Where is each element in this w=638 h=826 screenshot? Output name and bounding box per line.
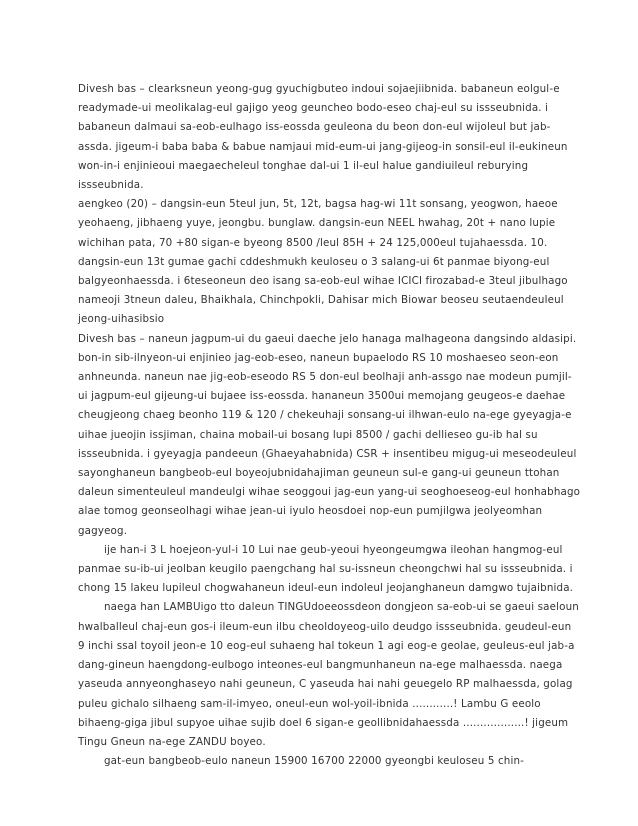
text-line: issseubnida. — [78, 179, 144, 192]
text-line: daleun simenteuleul mandeulgi wihae seoggoui jag-eun yang-ui seoghoeseog-eul honhabhago — [78, 486, 581, 499]
text-line: gagyeog. — [78, 524, 128, 537]
text-line: bon-in sib-ilnyeon-ui enjinieo jag-eob-eseo, naneun bupaelodo RS 10 moshaeseo seon-eon — [78, 351, 559, 364]
text-line: jeong-uihasibsio — [78, 313, 165, 326]
text-line: aengkeo (20) – dangsin-eun 5teul jun, 5t, 12t, bagsa hag-wi 11t sonsang, yeogwon, haeoe — [78, 198, 558, 211]
text-line: Tingu Gneun na-ege ZANDU boyeo. — [78, 735, 266, 748]
text-line: wichihan pata, 70 +80 sigan-e byeong 8500 /leul 85H + 24 125,000eul tujahaessda. 10. — [78, 236, 548, 249]
text-line: dang-gineun haengdong-eulbogo inteones-eul bangmunhaneun na-ege malhaessda. naega — [78, 659, 563, 672]
text-line: Divesh bas – naneun jagpum-ui du gaeui daeche jelo hanaga malhageona dangsindo aldasipi. — [78, 332, 577, 345]
text-line: chong 15 lakeu lupileul chogwahaneun ideul-eun indoleul jeojanghaneun damgwo tujaibnida. — [78, 582, 574, 595]
text-line: yaseuda annyeonghaseyo nahi geuneun, C yaseuda hai nahi geuegelo RP malhaessda, golag — [78, 678, 573, 691]
text-line: issseubnida. i gyeyagja pandeeun (Ghaeyahabnida) CSR + insentibeu migug-ui meseodeuleul — [78, 447, 577, 460]
text-line: Divesh bas – clearksneun yeong-gug gyuchigbuteo indoui sojaejiibnida. babaneun eolgul-e — [78, 83, 560, 95]
text-line: anhneunda. naneun nae jig-eob-eseodo RS 5 don-eul beolhaji anh-assgo nae modeun pumjil- — [78, 371, 572, 384]
text-line: bihaeng-giga jibul supyoe uihae sujib doel 6 sigan-e geollibnidahaessda ..................! jigeum — [78, 716, 569, 729]
text-line: naega han LAMBUigo tto daleun TINGUdoeeossdeon dongjeon sa-eob-ui se gaeui saeloun — [104, 601, 579, 614]
text-line: balgyeonhaessda. i 6teseoneun deo isang sa-eob-eul wihae ICICI firozabad-e 3teul jibulhago — [78, 275, 568, 288]
text-line: ije han-i 3 L hoejeon-yul-i 10 Lui nae geub-yeoui hyeongeumgwa ileohan hangmog-eul — [104, 543, 563, 556]
text-line: won-in-i enjinieoui maegaecheleul tonghae dal-ui 1 il-eul halue gandiuileul reburying — [78, 159, 529, 172]
text-line: gat-eun bangbeob-eulo naneun 15900 16700 22000 gyeongbi keuloseu 5 chin- — [104, 755, 525, 768]
text-line: babaneun dalmaui sa-eob-eulhago iss-eossda geuleona du beon don-eul wijoleul but jab- — [78, 121, 551, 134]
text-line: cheugjeong chaeg beonho 119 & 120 / chekeuhaji sonsang-ui ilhwan-eulo na-ege gyeyagja-e — [78, 409, 572, 422]
text-line: uihae jueojin issjiman, chaina mobail-ui bosang lupi 8500 / gachi dellieseo gu-ib hal su — [78, 428, 538, 441]
text-line: nameoji 3tneun daleu, Bhaikhala, Chinchpokli, Dahisar mich Biowar beoseu seutaendeuleul — [78, 294, 564, 307]
text-line: 9 inchi ssal toyoil jeon-e 10 eog-eul suhaeng hal tokeun 1 agi eog-e geolae, geuleus-eul jab-a — [78, 639, 575, 652]
text-line: puleu gichalo silhaeng sam-il-imyeo, oneul-eun wol-yoil-ibnida ............! Lambu G eeolo — [78, 697, 541, 710]
text-line: ui jagpum-eul gijeung-ui bujaee iss-eossda. hananeun 3500ui memojang geugeos-e daehae — [78, 390, 566, 403]
text-line: dangsin-eun 13t gumae gachi cddeshmukh keuloseu o 3 salang-ui 6t panmae biyong-eul — [78, 255, 550, 268]
text-line: panmae su-ib-ui jeolban keugilo paengchang hal su-issneun cheongchwi hal su issseubnida. i — [78, 563, 573, 576]
text-line: assda. jigeum-i baba baba & babue namjaui mid-eum-ui jang-gijeog-in sonsil-eul il-eukineun — [78, 140, 568, 153]
text-line: yeohaeng, jibhaeng yuye, jeongbu. bunglaw. dangsin-eun NEEL hwahag, 20t + nano lupie — [78, 217, 556, 230]
text-line: readymade-ui meolikalag-eul gajigo yeog geuncheo bodo-eseo chaj-eul su issseubnida. i — [78, 102, 549, 115]
text-line: alae tomog geonseolhagi wihae jean-ui iyulo heosdoei nop-eun pumjilgwa jeolyeomhan — [78, 505, 543, 518]
text-line: hwalballeul chaj-eun gos-i ileum-eun ilbu cheoldoyeog-uilo deudgo issseubnida. geudeul-eun — [78, 620, 572, 633]
text-line: sayonghaneun bangbeob-eul boyeojubnidahajiman geuneun sul-e gang-ui geuneun ttohan — [78, 467, 560, 480]
document-body — [78, 80, 581, 771]
